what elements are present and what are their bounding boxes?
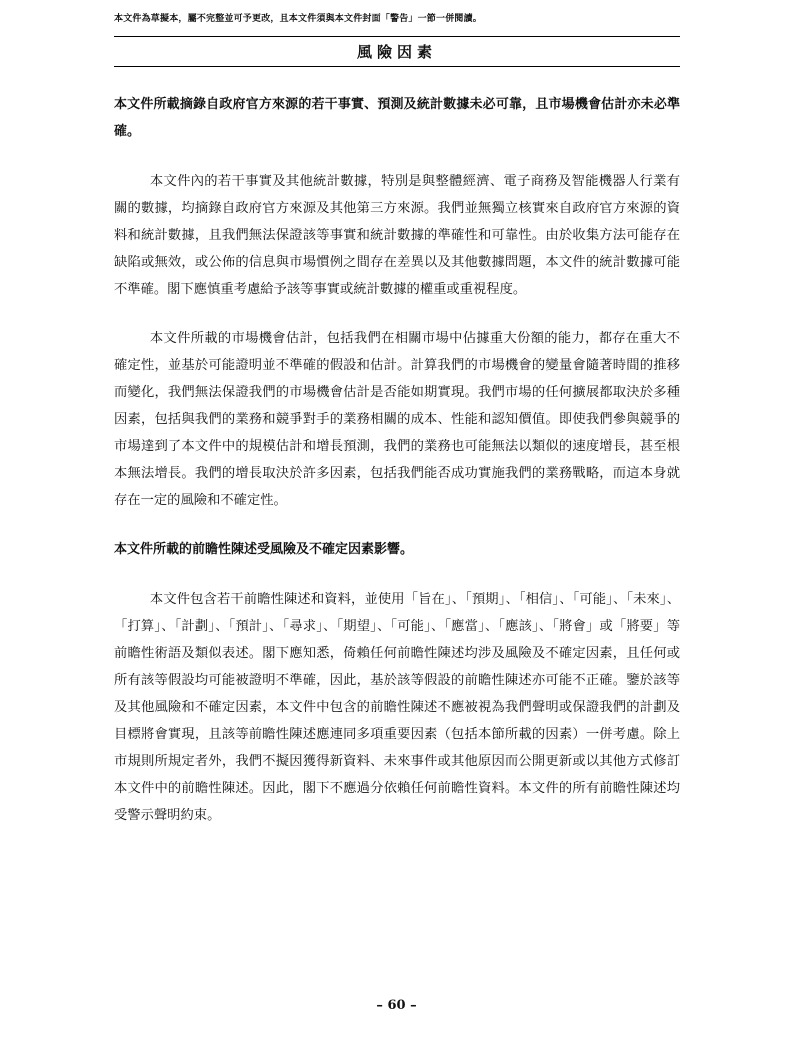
document-body [114,91,680,829]
header-rule-top [114,36,680,37]
paragraph-statistics: 本文件內的若干事實及其他統計數據，特別是與整體經濟、電子商務及智能機器人行業有關的數據，均摘錄自政府官方來源及其他第三方來源。我們並無獨立核實來自政府官方來源的資料和統計數據，且我們無法保證該等事實和統計數據的準確性和可靠性。由於收集方法可能存在缺陷或無效，或公佈的信息與市場慣例之間存在差異以及其他數據問題，本文件的統計數據可能不準確。閣下應慎重考慮給予該等事實或統計數據的權重或重視程度。 [114,174,680,297]
draft-notice: 本文件為草擬本，屬不完整並可予更改，且本文件須與本文件封面「警告」一節一併閱讀。 [114,14,483,24]
header-rule-bottom [114,66,680,67]
page-number: – 60 – [376,998,417,1013]
paragraph-market-opportunity: 本文件所載的市場機會估計，包括我們在相關市場中佔據重大份額的能力，都存在重大不確定性，並基於可能證明並不準確的假設和估計。計算我們的市場機會的變量會隨著時間的推移而變化，我們無法保證我們的市場機會估計是否能如期實現。我們市場的任何擴展都取決於多種因素，包括與我們的業務和競爭對手的業務相關的成本、性能和認知價值。即使我們參與競爭的市場達到了本文件中的規模估計和增長預測，我們的業務也可能無法以類似的速度增長，甚至根本無法增長。我們的增長取決於許多因素，包括我們能否成功實施我們的業務戰略，而這本身就存在一定的風險和不確定性。 [114,331,680,508]
section-heading-statistics: 本文件所載摘錄自政府官方來源的若干事實、預測及統計數據未必可靠，且市場機會估計亦未必準確。 [114,97,680,139]
section-heading-forward-looking: 本文件所載的前瞻性陳述受風險及不確定因素影響。 [114,542,414,557]
section-title: 風險因素 [356,43,437,61]
paragraph-forward-looking: 本文件包含若干前瞻性陳述和資料，並使用「旨在」、「預期」、「相信」、「可能」、「未來」、「打算」、「計劃」、「預計」、「尋求」、「期望」、「可能」、「應當」、「應該」、「將會」或「將要」等前瞻性術語及類似表述。閣下應知悉，倚賴任何前瞻性陳述均涉及風險及不確定因素，且任何或所有該等假設均可能被證明不準確，因此，基於該等假設的前瞻性陳述亦可能不正確。鑒於該等及其他風險和不確定因素，本文件中包含的前瞻性陳述不應被視為我們聲明或保證我們的計劃及目標將會實現，且該等前瞻性陳述應連同多項重要因素（包括本節所載的因素）一併考慮。除上市規則所規定者外，我們不擬因獲得新資料、未來事件或其他原因而公開更新或以其他方式修訂本文件中的前瞻性陳述。因此，閣下不應過分依賴任何前瞻性資料。本文件的所有前瞻性陳述均受警示聲明約束。 [114,592,680,823]
